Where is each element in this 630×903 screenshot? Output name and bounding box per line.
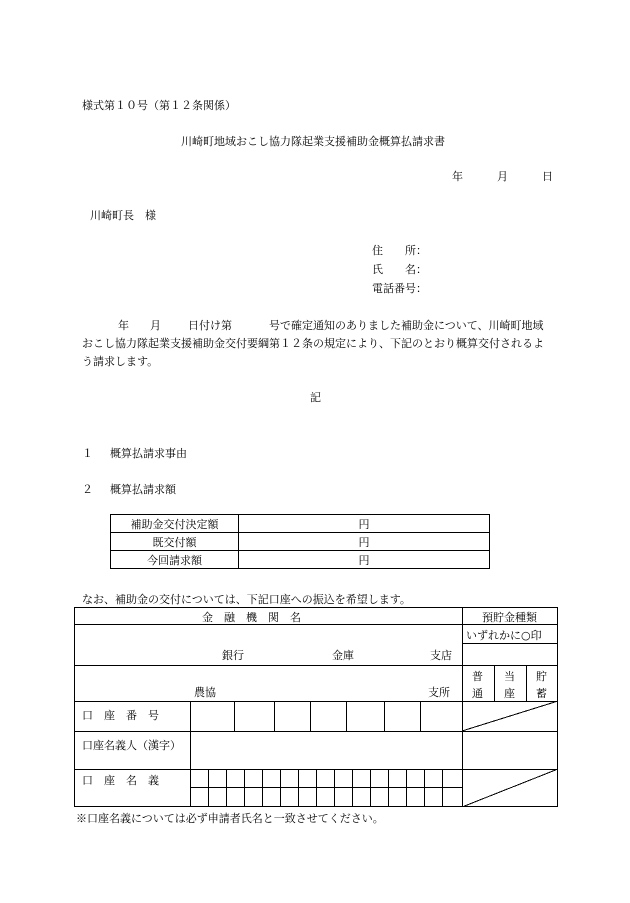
page-title: 川崎町地域おこし協力隊起業支援補助金概算払請求書 (181, 135, 445, 148)
footnote: ※口座名義については必ず申請者氏名と一致させてください。 (76, 812, 384, 825)
bank-table (74, 607, 558, 807)
addressee: 川崎町長 様 (90, 209, 156, 222)
amount-table (110, 514, 490, 569)
branch2-suffix: 支所 (428, 686, 450, 699)
ki-heading: 記 (310, 391, 321, 404)
deposit-type-instruction: いずれかに○印 (466, 629, 542, 642)
body-line1: 号で確定通知のありました補助金について、川崎町地域 (269, 319, 544, 332)
form-number: 様式第１０号（第１２条関係） (82, 99, 236, 112)
nokyo-suffix: 農協 (194, 686, 216, 699)
date-day: 日 (542, 170, 553, 183)
futsu-option[interactable]: 普 (472, 670, 483, 683)
amount-label: 今回請求額 (111, 551, 239, 569)
shinkin-suffix: 金庫 (332, 649, 354, 662)
holder-label: 口 座 名 義 (82, 774, 159, 787)
item-2-number: ２ (82, 483, 93, 496)
applicant-address-label: 住 所： (372, 244, 427, 257)
amount-label: 既交付額 (111, 533, 239, 551)
item-1-label: 概算払請求事由 (110, 447, 187, 460)
body-month: 月 (150, 319, 161, 332)
bank-header: 金 融 機 関 名 (202, 611, 301, 624)
applicant-phone-label: 電話番号： (372, 282, 427, 295)
applicant-name-label: 氏 名： (372, 263, 427, 276)
date-month: 月 (497, 170, 508, 183)
account-number-label: 口 座 番 号 (82, 709, 159, 722)
body-day-no: 日付け第 (188, 319, 232, 332)
toza-option-2: 座 (504, 687, 515, 700)
futsu-option-2: 通 (472, 687, 483, 700)
amount-value[interactable]: 円 (239, 551, 490, 569)
item-2-label: 概算払請求額 (110, 483, 176, 496)
amount-label: 補助金交付決定額 (111, 515, 239, 533)
body-year: 年 (118, 319, 129, 332)
amount-value[interactable]: 円 (239, 515, 490, 533)
item-1-number: １ (82, 447, 93, 460)
date-year: 年 (452, 170, 463, 183)
holder-kanji-label: 口座名義人（漢字） (82, 739, 181, 752)
amount-value[interactable]: 円 (239, 533, 490, 551)
bank-note: なお、補助金の交付については、下記口座への振込を希望します。 (82, 593, 411, 606)
bank-suffix: 銀行 (222, 649, 244, 662)
body-line3: う請求します。 (82, 355, 159, 368)
deposit-type-header: 預貯金種類 (482, 611, 537, 624)
toza-option[interactable]: 当 (504, 670, 515, 683)
branch-suffix: 支店 (430, 649, 452, 662)
chochiku-option[interactable]: 貯 (536, 670, 547, 683)
chochiku-option-2: 蓄 (536, 687, 547, 700)
body-line2: おこし協力隊起業支援補助金交付要綱第１２条の規定により、下記のとおり概算交付されるよ (82, 337, 544, 350)
